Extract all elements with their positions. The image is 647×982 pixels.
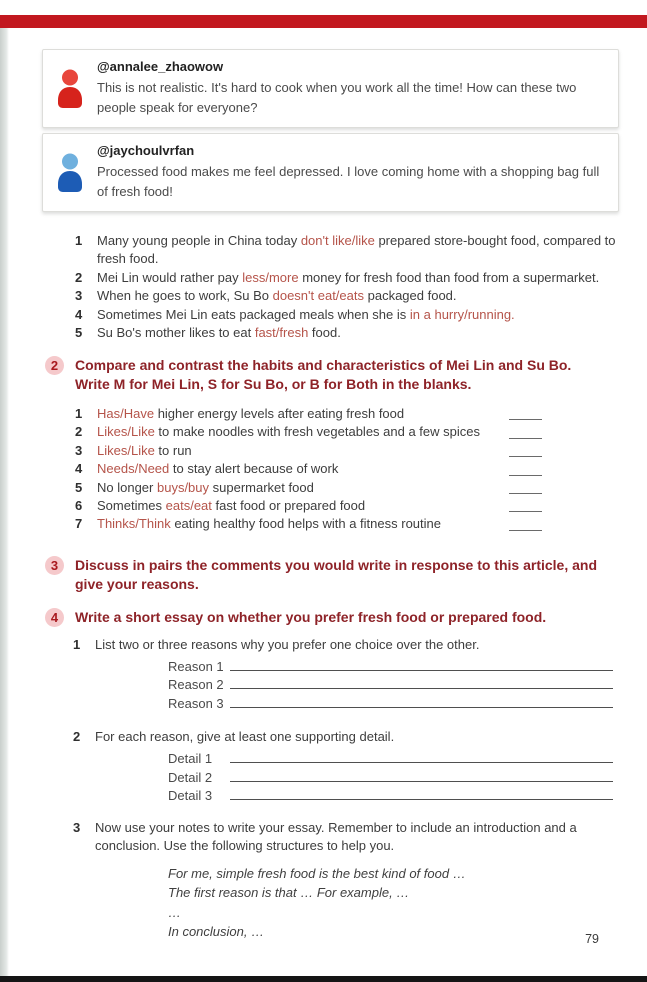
exercise-item [75, 423, 542, 441]
item-text [97, 306, 515, 324]
item-number: 3 [75, 288, 83, 303]
line-label: Detail 2 [168, 769, 213, 785]
top-red-bar [0, 15, 647, 28]
exercise2-header [45, 356, 647, 394]
item-text [97, 269, 599, 287]
word-choice[interactable]: doesn't eat/eats [272, 288, 364, 303]
example-sentence: … [168, 904, 181, 920]
item-text [97, 423, 509, 441]
word-choice[interactable]: in a hurry/running. [409, 306, 515, 322]
example-sentence: In conclusion, … [168, 924, 265, 940]
exercise-item [75, 232, 647, 268]
exercise-item [75, 324, 647, 342]
item-text-pre: No longer [97, 479, 157, 495]
item-number: 1 [73, 636, 81, 652]
item-number: 3 [75, 442, 83, 458]
word-choice[interactable]: Likes/Like [97, 442, 155, 458]
write-in-field[interactable] [230, 656, 613, 671]
item-text-post: food. [308, 325, 341, 340]
exercise-item [75, 405, 542, 423]
item-number: 4 [75, 461, 83, 477]
item-text: Now use your notes to write your essay. Remember to include an introduction and a conclusion. Use the following structures to help you. [95, 819, 577, 853]
item-text [97, 460, 509, 478]
reason-lines [168, 656, 647, 712]
write-in-field[interactable] [230, 767, 613, 782]
item-text-post: prepared store-bought food, compared to fresh food. [97, 233, 616, 266]
exercise-item [75, 497, 542, 515]
exercise-number-badge: 4 [45, 608, 64, 627]
item-text [97, 497, 509, 515]
exercise-item [75, 479, 542, 497]
answer-blank[interactable] [509, 406, 542, 420]
exercise1-items [75, 232, 647, 342]
example-sentence: The first reason is that … For example, … [168, 885, 410, 901]
exercise4-header [45, 608, 647, 627]
item-number: 1 [75, 406, 83, 421]
answer-blank[interactable] [509, 498, 542, 512]
user-avatar-icon [55, 68, 85, 108]
word-choice[interactable]: Has/Have [97, 406, 155, 421]
page-number: 79 [585, 932, 599, 946]
exercise-item [75, 442, 542, 460]
item-text: List two or three reasons why you prefer one choice over the other. [95, 636, 480, 652]
answer-blank[interactable] [509, 462, 542, 476]
write-in-field[interactable] [230, 674, 613, 689]
exercise-number-badge: 3 [45, 556, 64, 575]
item-text-pre: Su Bo's mother likes to eat [97, 325, 255, 340]
item-text [97, 479, 509, 497]
write-in-field[interactable] [230, 785, 613, 800]
item-text-pre: Mei Lin would rather pay [97, 269, 243, 285]
item-text-pre: Sometimes [97, 498, 166, 514]
item-number: 2 [73, 729, 81, 745]
line-label: Reason 2 [168, 677, 224, 693]
reason-line [168, 656, 613, 675]
item-text: For each reason, give at least one supporting detail. [95, 729, 395, 745]
answer-blank[interactable] [509, 517, 542, 531]
item-number: 6 [75, 498, 83, 514]
exercise-heading: Discuss in pairs the comments you would write in response to this article, and give your reasons. [75, 556, 598, 592]
line-label: Detail 1 [168, 751, 213, 767]
exercise3-header [45, 556, 647, 594]
line-label: Reason 3 [168, 695, 224, 711]
exercise2-items [75, 405, 542, 534]
item-text-post: supermarket food [209, 479, 314, 495]
comment-username: @jaychoulvrfan [97, 143, 195, 158]
word-choice[interactable]: less/more [242, 269, 299, 285]
comment-text: This is not realistic. It's hard to cook when you work all the time! How can these two people speak for everyone? [97, 80, 577, 115]
exercise-item [75, 287, 647, 305]
item-text-pre: Many young people in China today [97, 233, 301, 248]
item-text [97, 232, 637, 268]
answer-blank[interactable] [509, 425, 542, 439]
item-text-post: money for fresh food than food from a supermarket. [298, 269, 600, 285]
word-choice[interactable]: eats/eat [165, 498, 212, 514]
exercise4-sub1 [73, 636, 647, 712]
exercise-heading: Compare and contrast the habits and characteristics of Mei Lin and Su Bo. Write M for Mei Lin, S for Su Bo, or B for Both in the blanks. [75, 357, 572, 392]
exercise-number-badge: 2 [45, 356, 64, 375]
item-text [97, 515, 509, 533]
item-number: 2 [75, 269, 83, 285]
exercise-item [75, 269, 647, 287]
exercise-item [75, 460, 542, 478]
item-number: 2 [75, 424, 83, 440]
item-text [97, 405, 509, 423]
line-label: Detail 3 [168, 788, 213, 804]
essay-structure-examples [168, 864, 647, 942]
item-text-post: higher energy levels after eating fresh food [154, 406, 405, 421]
comment-card [42, 49, 619, 128]
answer-blank[interactable] [509, 480, 542, 494]
word-choice[interactable]: fast/fresh [254, 325, 309, 340]
item-text-pre: Sometimes Mei Lin eats packaged meals when she is [97, 306, 410, 322]
item-text-post: to stay alert because of work [169, 461, 339, 477]
item-text-post: packaged food. [364, 288, 457, 303]
item-text [97, 442, 509, 460]
line-label: Reason 1 [168, 658, 224, 674]
item-text-post: eating healthy food helps with a fitness routine [170, 516, 441, 532]
answer-blank[interactable] [509, 443, 542, 457]
word-choice[interactable]: buys/buy [156, 479, 210, 495]
item-number: 4 [75, 306, 83, 322]
reason-line [168, 693, 613, 712]
item-text-post: to make noodles with fresh vegetables and a few spices [154, 424, 480, 440]
word-choice[interactable]: don't like/like [300, 233, 375, 248]
write-in-field[interactable] [230, 748, 613, 763]
page-edge-left [0, 28, 9, 982]
exercise4-sub2 [73, 728, 647, 804]
write-in-field[interactable] [230, 693, 613, 708]
item-number: 7 [75, 516, 83, 532]
bottom-edge-bar [0, 976, 647, 982]
reason-line [168, 674, 613, 693]
item-text-post: fast food or prepared food [211, 498, 366, 514]
detail-line [168, 767, 613, 786]
exercise-item [75, 515, 542, 533]
item-text [97, 287, 457, 305]
comment-username: @annalee_zhaowow [97, 59, 224, 74]
detail-lines [168, 748, 647, 804]
item-text-pre: When he goes to work, Su Bo [97, 288, 273, 303]
comments-block [42, 49, 619, 212]
item-text [97, 324, 341, 342]
example-sentence: For me, simple fresh food is the best kind of food … [168, 865, 466, 881]
item-text-post: to run [154, 442, 192, 458]
item-number: 5 [75, 325, 83, 340]
detail-line [168, 785, 613, 804]
comment-text: Processed food makes me feel depressed. I love coming home with a shopping bag full of fresh food! [97, 164, 600, 199]
user-avatar-icon [55, 152, 85, 192]
exercise-heading: Write a short essay on whether you prefer fresh food or prepared food. [75, 608, 547, 625]
word-choice[interactable]: Likes/Like [97, 424, 155, 440]
word-choice[interactable]: Thinks/Think [97, 516, 171, 532]
detail-line [168, 748, 613, 767]
word-choice[interactable]: Needs/Need [97, 461, 170, 477]
exercise-item [75, 306, 647, 324]
item-number: 5 [75, 479, 83, 495]
exercise4-sub3 [73, 819, 647, 942]
item-number: 1 [75, 233, 83, 248]
item-number: 3 [73, 819, 81, 835]
comment-card [42, 133, 619, 212]
